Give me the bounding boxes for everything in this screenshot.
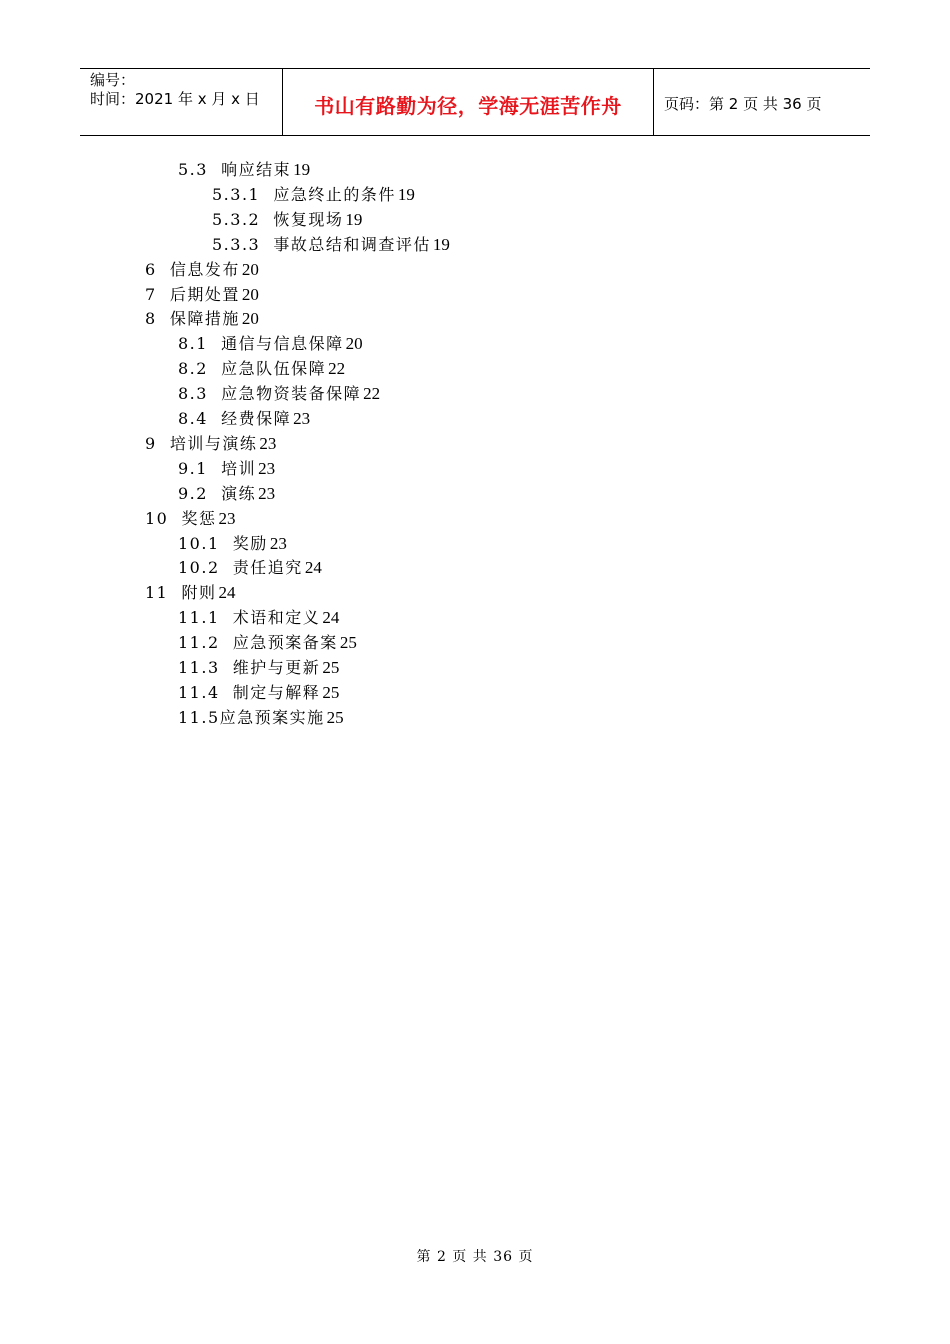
- toc-entry-label: 8.3 应急物资装备保障: [178, 384, 362, 404]
- toc-entry-label: 8.1 通信与信息保障: [178, 334, 344, 354]
- toc-entry-label: 11.5应急预案实施: [178, 707, 325, 727]
- toc-entry-label: 10.2 责任追究: [178, 558, 303, 578]
- toc-entry-page: 23: [259, 433, 277, 453]
- toc-entry-label: 6 信息发布: [145, 259, 240, 279]
- header-page-info: 页码：第 2 页 共 36 页: [664, 94, 822, 113]
- toc-entry-page: 23: [293, 409, 311, 428]
- toc-entry-page: 23: [258, 458, 276, 478]
- toc-entry-page: 24: [322, 608, 340, 628]
- toc-entry-page: 22: [328, 359, 346, 379]
- toc-entry-page: 25: [339, 633, 357, 653]
- toc-entry-label: 5.3.1 应急终止的条件: [212, 184, 396, 204]
- toc-entry-label: 10 奖惩: [145, 508, 217, 528]
- toc-entry-page: 19: [397, 184, 415, 204]
- toc-entry-label: 8.4 经费保障: [178, 409, 292, 428]
- toc-entry-label: 11.4 制定与解释: [178, 682, 321, 702]
- toc-entry-label: 10.1 奖励: [178, 533, 268, 553]
- toc-entry-page: 25: [326, 707, 344, 727]
- page-header: [80, 68, 870, 136]
- toc-entry-label: 5.3.2 恢复现场: [212, 209, 344, 229]
- toc-entry-page: 20: [241, 309, 259, 329]
- toc-entry-page: 20: [241, 259, 259, 279]
- toc-entry-page: 25: [322, 658, 340, 677]
- toc-entry-label: 5.3.3 事故总结和调查评估: [212, 234, 431, 254]
- toc-entry-page: 23: [218, 508, 236, 528]
- toc-entry-page: 19: [432, 234, 450, 254]
- toc-entry-label: 9.2 演练: [178, 483, 257, 503]
- toc-entry-label: 8 保障措施: [145, 309, 240, 329]
- toc-entry-page: 24: [218, 583, 236, 603]
- document-number-label: 编号：: [90, 71, 136, 89]
- header-meta: [80, 69, 282, 135]
- toc-entry-page: 20: [241, 284, 259, 304]
- toc-entry-label: 11.2 应急预案备案: [178, 633, 338, 653]
- toc-entry-label: 9 培训与演练: [145, 433, 258, 453]
- toc-entry-page: 19: [345, 209, 363, 229]
- header-motto: 书山有路勤为径，学海无涯苦作舟: [282, 69, 654, 135]
- toc-entry-label: 11.1 术语和定义: [178, 608, 321, 628]
- toc-entry-label: 7 后期处置: [145, 284, 240, 304]
- page-footer: 第 2 页 共 36 页: [416, 1249, 534, 1265]
- toc-entry-page: 23: [258, 483, 276, 503]
- toc-entry-page: 20: [345, 334, 363, 354]
- toc-entry-label: 8.2 应急队伍保障: [178, 359, 327, 379]
- toc-entry-page: 24: [304, 558, 322, 578]
- document-date: 时间：2021 年 x 月 x 日: [90, 90, 260, 108]
- toc-entry-label: 9.1 培训: [178, 458, 257, 478]
- toc-entry-label: 11 附则: [145, 583, 217, 603]
- toc-entry-label: 11.3 维护与更新: [178, 658, 321, 677]
- toc-entry-label: 5.3 响应结束: [178, 160, 292, 179]
- toc-entry-page: 25: [322, 682, 340, 702]
- toc-entry-page: 22: [363, 384, 381, 404]
- toc-entry-page: 23: [269, 533, 287, 553]
- toc-entry-page: 19: [293, 160, 311, 179]
